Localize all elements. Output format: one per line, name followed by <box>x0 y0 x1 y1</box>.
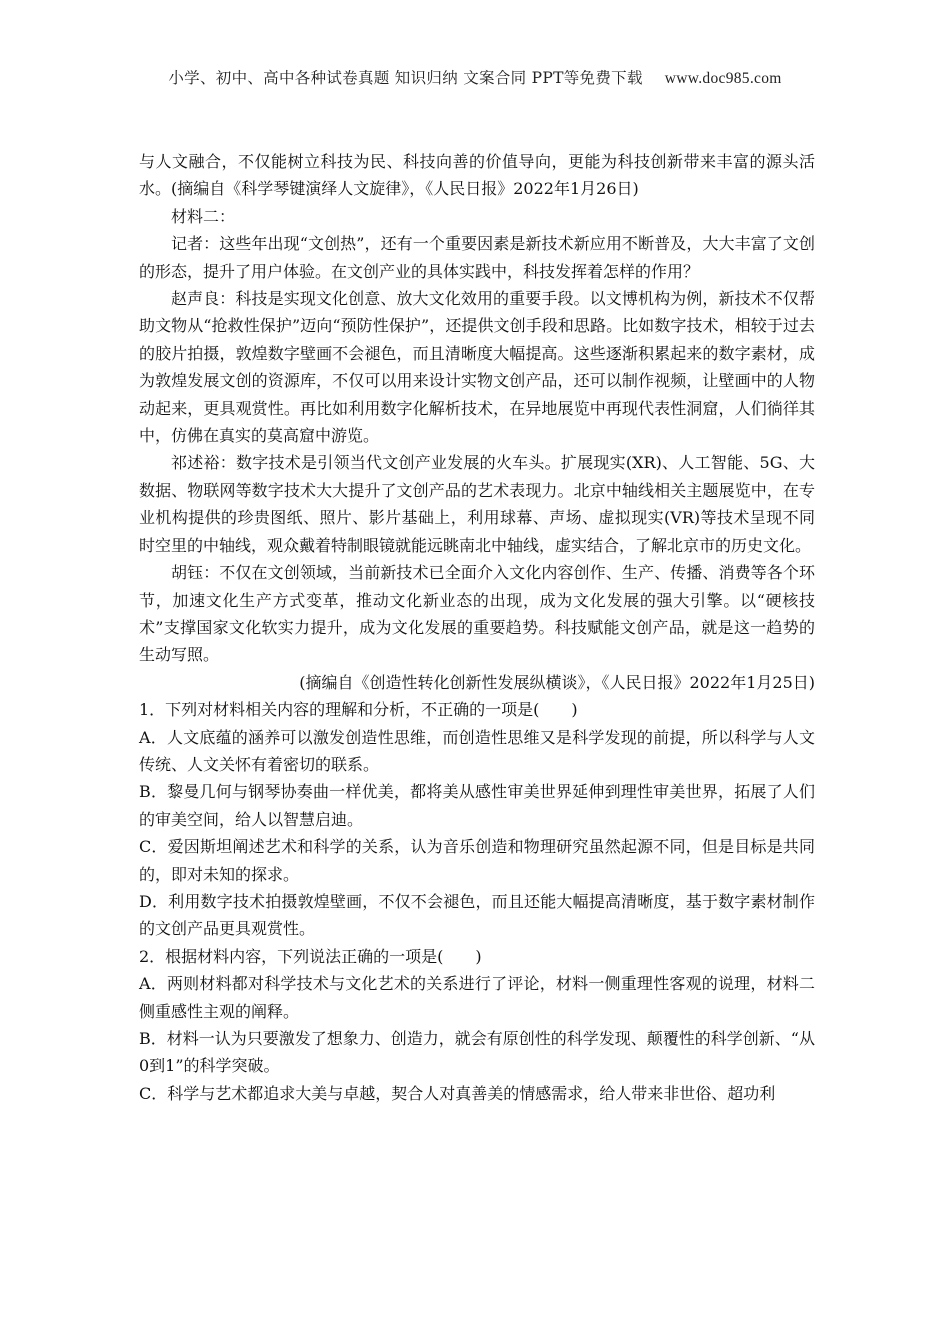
header-site-url: www.doc985.com <box>664 70 782 87</box>
paragraph-zhao: 赵声良：科技是实现文化创意、放大文化效用的重要手段。以文博机构为例，新技术不仅帮助文物从“抢救性保护”迈向“预防性保护”，还提供文创手段和思路。比如数字技术，相较于过去的胶片拍摄，敦煌数字壁画不会褪色，而且清晰度大幅提高。这些逐渐积累起来的数字素材，成为敦煌发展文创的资源库，不仅可以用来设计实物文创产品，还可以制作视频，让壁画中的人物动起来，更具观赏性。再比如利用数字化解析技术，在异地展览中再现代表性洞窟，人们徜徉其中，仿佛在真实的莫高窟中游览。 <box>139 289 815 446</box>
question-1-stem: 1．下列对材料相关内容的理解和分析，不正确的一项是( ) <box>139 700 578 720</box>
paragraph-reporter: 记者：这些年出现“文创热”，还有一个重要因素是新技术新应用不断普及，大大丰富了文创的形态，提升了用户体验。在文创产业的具体实践中，科技发挥着怎样的作用？ <box>139 234 815 281</box>
question-1-option-b: B．黎曼几何与钢琴协奏曲一样优美，都将美从感性审美世界延伸到理性审美世界，拓展了人们的审美空间，给人以智慧启迪。 <box>139 782 815 829</box>
question-2-option-a: A．两则材料都对科学技术与文化艺术的关系进行了评论，材料一侧重理性客观的说理，材料二侧重感性主观的阐释。 <box>139 974 815 1021</box>
paragraph-qi: 祁述裕：数字技术是引领当代文创产业发展的火车头。扩展现实(XR)、人工智能、5G、大数据、物联网等数字技术大大提升了文创产品的艺术表现力。北京中轴线相关主题展览中，在专业机构提供的珍贵图纸、照片、影片基础上，利用球幕、声场、虚拟现实(VR)等技术呈现不同时空里的中轴线，观众戴着特制眼镜就能远眺南北中轴线，虚实结合，了解北京市的历史文化。 <box>139 453 815 555</box>
paragraph-continued: 与人文融合，不仅能树立科技为民、科技向善的价值导向，更能为科技创新带来丰富的源头活水。(摘编自《科学琴键演绎人文旋律》，《人民日报》2022年1月26日) <box>139 152 815 199</box>
material-2-title: 材料二： <box>171 206 236 226</box>
question-2-option-b: B．材料一认为只要激发了想象力、创造力，就会有原创性的科学发现、颠覆性的科学创新、“从0到1”的科学突破。 <box>139 1029 815 1076</box>
question-2-stem: 2．根据材料内容，下列说法正确的一项是( ) <box>139 946 482 966</box>
material-2-source: (摘编自《创造性转化创新性发展纵横谈》，《人民日报》2022年1月25日) <box>299 672 815 692</box>
paragraph-hu: 胡钰：不仅在文创领域，当前新技术已全面介入文化内容创作、生产、传播、消费等各个环节，加速文化生产方式变革，推动文化新业态的出现，成为文化发展的强大引擎。以“硬核技术”支撑国家文化软实力提升，成为文化发展的重要趋势。科技赋能文创产品，就是这一趋势的生动写照。 <box>139 563 815 665</box>
page-header <box>0 66 950 88</box>
question-1-option-c: C．爱因斯坦阐述艺术和科学的关系，认为音乐创造和物理研究虽然起源不同，但是目标是共同的，即对未知的探求。 <box>139 837 815 884</box>
header-text: 小学、初中、高中各种试卷真题 知识归纳 文案合同 PPT等免费下载 <box>168 69 643 87</box>
question-1-option-d: D．利用数字技术拍摄敦煌壁画，不仅不会褪色，而且还能大幅提高清晰度，基于数字素材制作的文创产品更具观赏性。 <box>139 891 815 939</box>
question-2-option-c: C．科学与艺术都追求大美与卓越，契合人对真善美的情感需求，给人带来非世俗、超功利 <box>139 1083 776 1103</box>
question-1-option-a: A．人文底蕴的涵养可以激发创造性思维，而创造性思维又是科学发现的前提，所以科学与人文传统、人文关怀有着密切的联系。 <box>139 727 815 774</box>
document-body <box>139 148 815 1107</box>
